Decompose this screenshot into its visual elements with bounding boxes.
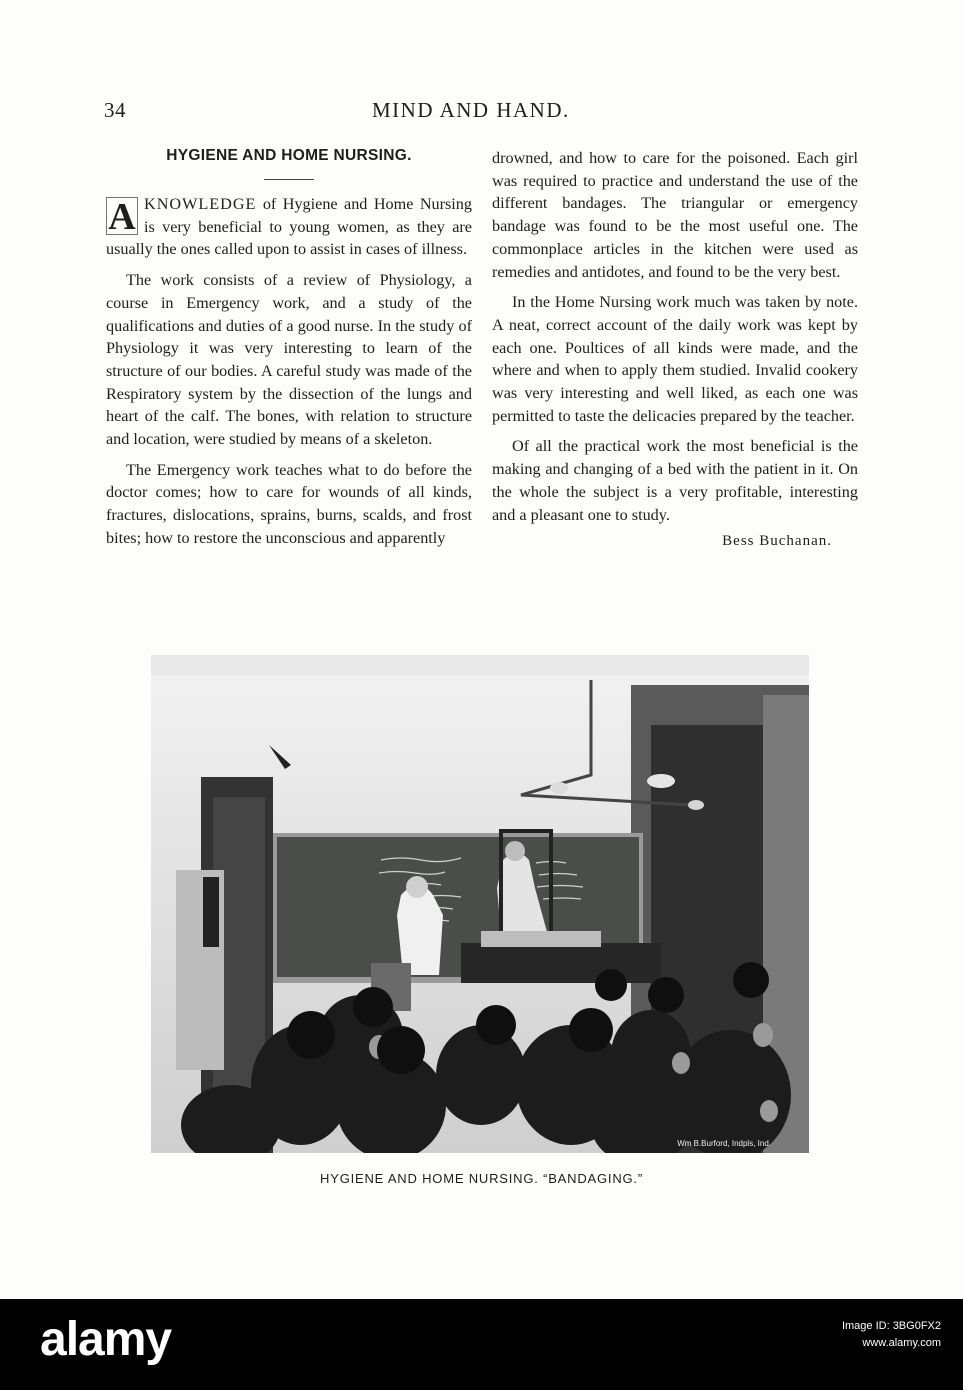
paragraph-3-start: The Emergency work teaches what to do before the doctor comes; how to care for wounds of all kinds, fractures, dislocations, sprains, burns, scalds, and frost bites; how to restore the unconscious and apparently — [106, 460, 472, 547]
teacher-head — [505, 841, 525, 861]
nurse-head — [406, 876, 428, 898]
byline: Bess Buchanan. — [722, 533, 832, 550]
paragraph-2: The work consists of a review of Physiology, a course in Emergency work, and a study of the qualifications and duties of a good nurse. In the study of Physiology it was very interesting to learn of the structure of our bodies. A careful study was made of the Respiratory system by the dissection of the lungs and heart of the calf. The bones, with relation to structure and location, were studied by means of a skeleton. — [106, 271, 472, 449]
footer-logo: alamy — [40, 1313, 172, 1366]
ceiling-band — [151, 655, 809, 675]
drop-cap: A — [106, 197, 138, 235]
paragraph-1-text: of Hygiene and Home Nursing is very beneficial to young women, as they are usually the ones called upon to assist in cases of illness. — [106, 195, 472, 259]
desk — [461, 943, 661, 983]
lamp-shade — [647, 774, 675, 788]
lamp-shade-3 — [688, 800, 704, 810]
image-id-label: Image ID: 3BG0FX2 — [841, 1320, 941, 1332]
desk-cloth — [481, 931, 601, 947]
title-rule — [264, 179, 314, 180]
article-title: HYGIENE AND HOME NURSING. — [166, 147, 412, 164]
classroom-photo — [151, 655, 809, 1153]
paragraph-1 — [106, 193, 472, 261]
lead-word: KNOWLEDGE — [144, 195, 257, 213]
footer-meta — [842, 1318, 941, 1352]
paragraph-4: In the Home Nursing work much was taken by note. A neat, correct account of the daily work was kept by each one. Poultices of all kinds were made, and the where and when to apply them studied. Invalid cookery was very interesting and well liked, as each one was permitted to taste the delicacies prepared by the teacher. — [492, 293, 858, 425]
lamp-shade-2 — [550, 782, 568, 794]
radiator-slots — [203, 877, 219, 947]
page-number: 34 — [104, 98, 126, 122]
running-head: MIND AND HAND. — [372, 98, 570, 122]
paragraph-5: Of all the practical work the most beneficial is the making and changing of a bed with the patient in it. On the whole the subject is a very profitable, interesting and a pleasant one to study. — [492, 437, 858, 524]
photo-credit: Wm B.Burford, Indpls, Ind. — [677, 1139, 771, 1148]
site-url: www.alamy.com — [862, 1337, 941, 1349]
left-column — [106, 146, 472, 550]
right-column — [492, 147, 858, 553]
figure-caption: HYGIENE AND HOME NURSING. “BANDAGING.” — [320, 1171, 643, 1186]
photo-illustration — [151, 655, 809, 1153]
paragraph-3-continued: drowned, and how to care for the poisoned. Each girl was required to practice and understand the use of the different bandages. The triangular or emergency bandage was found to be the most useful one. The commonplace articles in the kitchen were used as remedies and antidotes, and found to be the very best. — [492, 149, 858, 281]
